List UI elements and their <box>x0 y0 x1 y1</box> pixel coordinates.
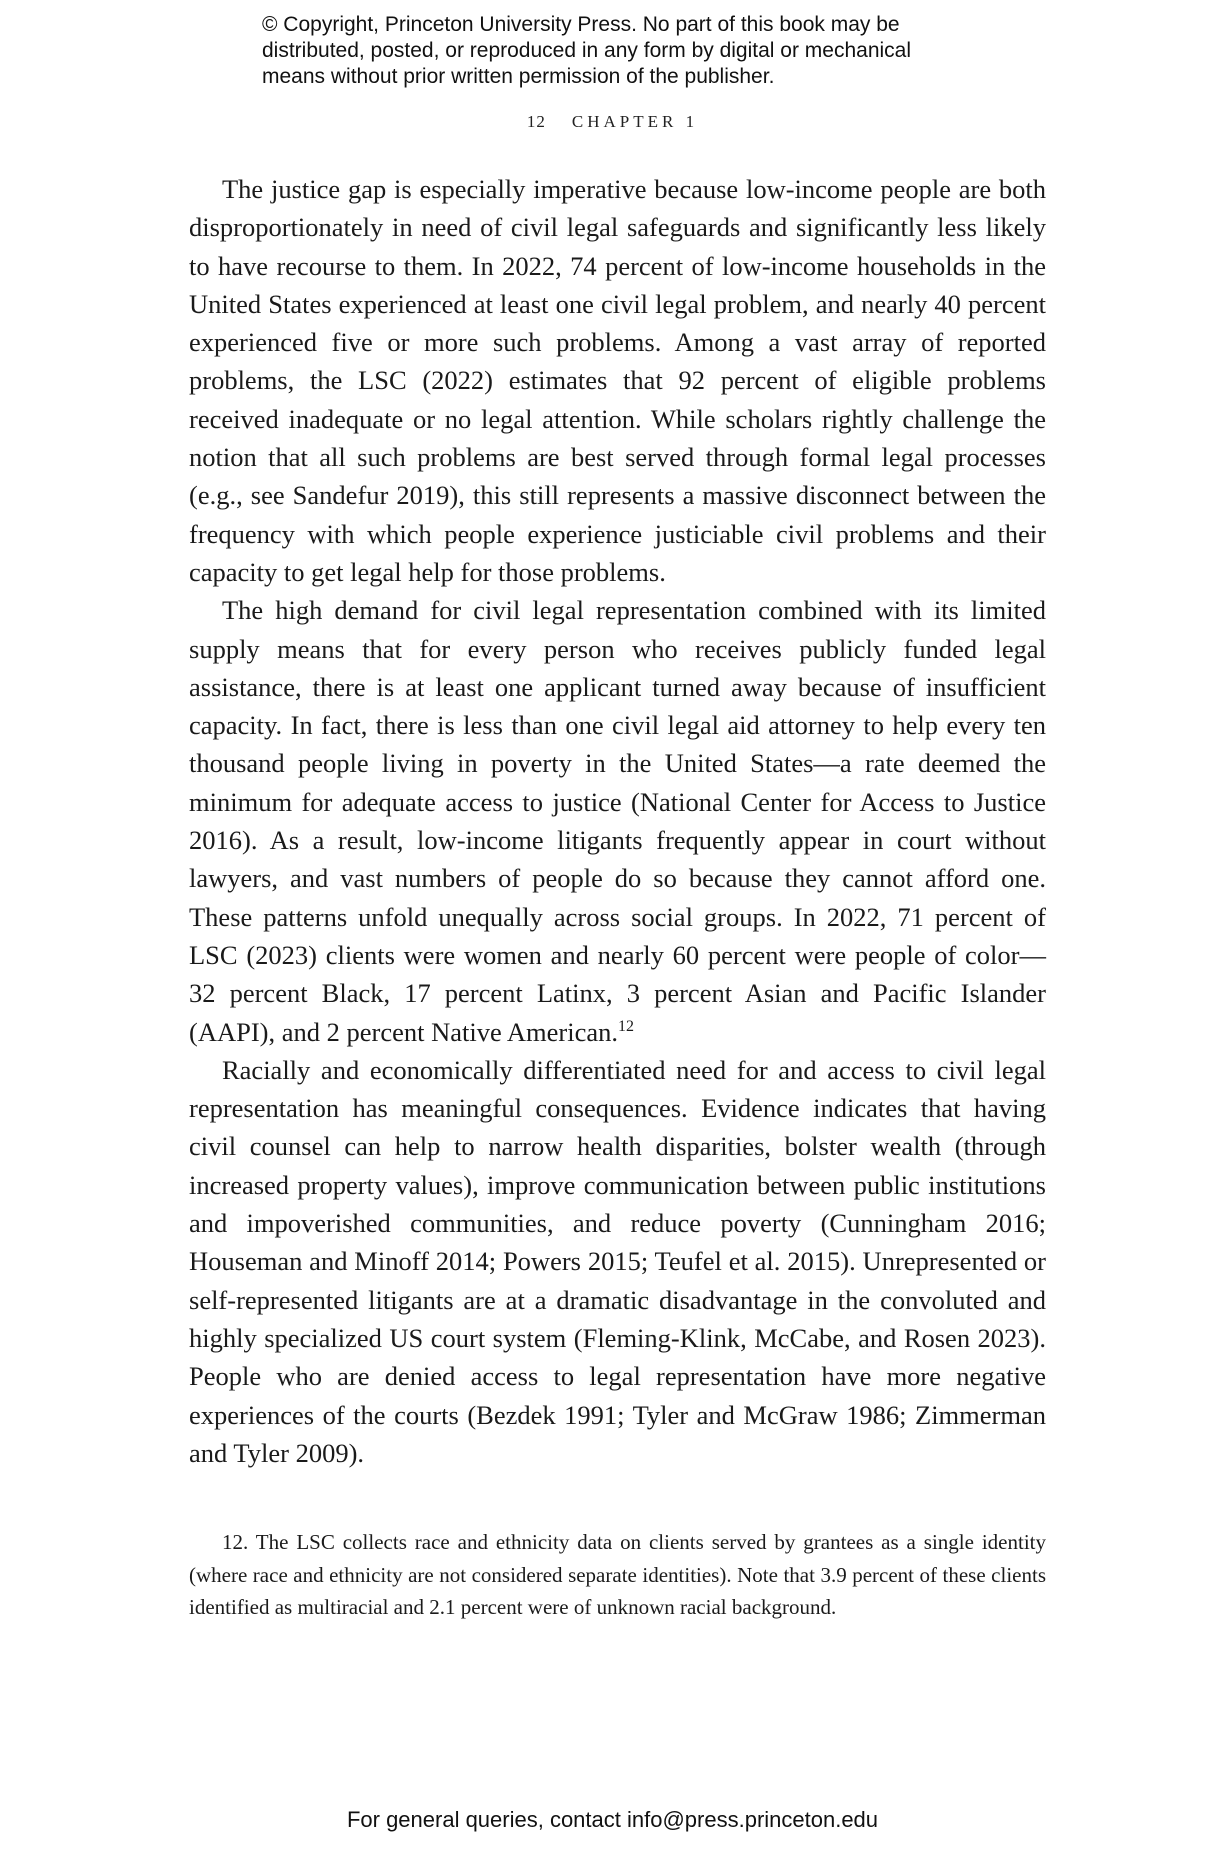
paragraph <box>189 591 1046 1051</box>
paragraph-text: The justice gap is especially imperative because low-income people are both disproportionately in need of civil legal safeguards and significantly less likely to have recourse to them. In 2022, 74 percent of low-income households in the United States experienced at least one civil legal problem, and nearly 40 percent experienced five or more such problems. Among a vast array of reported problems, the LSC (2022) estimates that 92 percent of eligible problems received inadequate or no legal attention. While scholars rightly challenge the notion that all such problems are best served through formal legal processes (e.g., see Sandefur 2019), this still represents a massive disconnect between the frequency with which people experience justiciable civil problems and their capacity to get legal help for those problems. <box>189 174 1046 587</box>
page-number: 12 <box>526 112 546 131</box>
footnote <box>189 1526 1046 1624</box>
paragraph <box>189 1051 1046 1472</box>
chapter-label: CHAPTER 1 <box>571 112 699 131</box>
paragraph-text: Racially and economically differentiated need for and access to civil legal representation has meaningful consequences. Evidence indicates that having civil counsel can help to narrow health disparities, bolster wealth (through increased property values), improve communication between public institutions and impoverished communities, and reduce poverty (Cunningham 2016; Houseman and Minoff 2014; Powers 2015; Teufel et al. 2015). Unrepresented or self-represented litigants are at a dramatic disadvantage in the convoluted and highly specialized US court system (Fleming-Klink, McCabe, and Rosen 2023). People who are denied access to legal representation have more negative experiences of the courts (Bezdek 1991; Tyler and McGraw 1986; Zimmerman and Tyler 2009). <box>189 1054 1046 1468</box>
copyright-line: distributed, posted, or reproduced in any form by digital or mechanical <box>262 39 912 62</box>
copyright-notice <box>262 12 1022 90</box>
paragraph-text: The high demand for civil legal representation combined with its limited supply means that for every person who receives publicly funded legal assistance, there is at least one applicant turned away because of insufficient capacity. In fact, there is less than one civil legal aid attorney to help every ten thousand people living in poverty in the United States—a rate deemed the minimum for adequate access to justice (National Center for Access to Justice 2016). As a result, low-income litigants frequently appear in court without lawyers, and vast numbers of people do so because they cannot afford one. These patterns unfold unequally across social groups. In 2022, 71 percent of LSC (2023) clients were women and nearly 60 percent were people of color—32 percent Black, 17 percent Latinx, 3 percent Asian and Pacific Islander (AAPI), and 2 percent Native American. <box>189 595 1046 1047</box>
footnote-text: 12. The LSC collects race and ethnicity data on clients served by grantees as a single identity (where race and ethnicity are not considered separate identities). Note that 3.9 percent of these clients identified as multiracial and 2.1 percent were of unknown racial background. <box>189 1530 1046 1619</box>
copyright-line: means without prior written permission of the publisher. <box>262 65 775 88</box>
copyright-line: © Copyright, Princeton University Press. No part of this book may be <box>262 13 900 36</box>
body-text <box>189 170 1046 1472</box>
running-head <box>0 112 1225 132</box>
footnote-reference: 12 <box>618 1017 634 1035</box>
paragraph <box>189 170 1046 591</box>
contact-line: For general queries, contact info@press.princeton.edu <box>346 1807 879 1832</box>
